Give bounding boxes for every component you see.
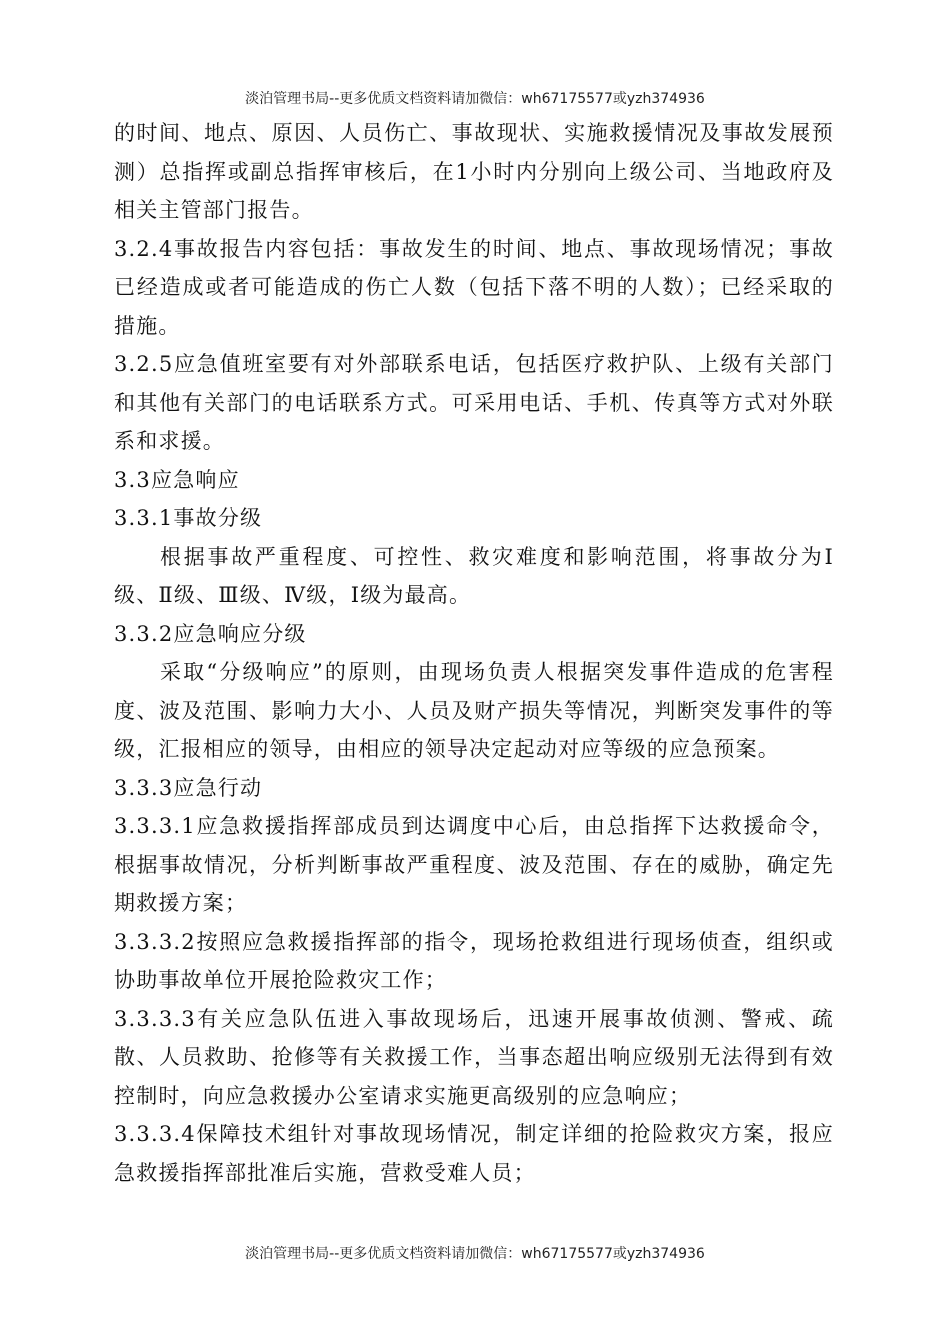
paragraph-continuation: 的时间、地点、原因、人员伤亡、事故现状、实施救援情况及事故发展预测）总指挥或副总指挥审核后，在1小时内分别向上级公司、当地政府及相关主管部门报告。 [114, 121, 834, 222]
paragraph-accident-grading: 根据事故严重程度、可控性、救灾难度和影响范围，将事故分为Ⅰ级、Ⅱ级、Ⅲ级、Ⅳ级，Ⅰ级为最高。 [114, 544, 834, 607]
paragraph-3-3-3-4: 3.3.3.4保障技术组针对事故现场情况，制定详细的抢险救灾方案，报应急救援指挥部批准后实施，营救受难人员； [114, 1122, 834, 1185]
document-body [114, 114, 834, 1192]
paragraph-3-3-3-2: 3.3.3.2按照应急救援指挥部的指令，现场抢救组进行现场侦查，组织或协助事故单位开展抢险救灾工作； [114, 929, 834, 992]
paragraph-3-2-4: 3.2.4事故报告内容包括：事故发生的时间、地点、事故现场情况；事故已经造成或者可能造成的伤亡人数（包括下落不明的人数）；已经采取的措施。 [114, 236, 834, 338]
paragraph-3-2-5: 3.2.5应急值班室要有对外部联系电话，包括医疗救护队、上级有关部门和其他有关部门的电话联系方式。可采用电话、手机、传真等方式对外联系和求援。 [114, 352, 834, 453]
paragraph-3-3-3-3: 3.3.3.3有关应急队伍进入事故现场后，迅速开展事故侦测、警戒、疏散、人员救助、抢修等有关救援工作，当事态超出响应级别无法得到有效控制时，向应急救援办公室请求实施更高级别的应急响应； [114, 1006, 834, 1108]
heading-3-3: 3.3应急响应 [114, 467, 240, 492]
heading-3-3-2: 3.3.2应急响应分级 [114, 621, 307, 646]
paragraph-3-3-3-1: 3.3.3.1应急救援指挥部成员到达调度中心后，由总指挥下达救援命令，根据事故情况，分析判断事故严重程度、波及范围、存在的威胁，确定先期救援方案； [114, 814, 834, 915]
page-header: 淡泊管理书局--更多优质文档资料请加微信：wh67175577或yzh374936 [245, 91, 705, 107]
paragraph-response-grading: 采取“分级响应”的原则，由现场负责人根据突发事件造成的危害程度、波及范围、影响力大小、人员及财产损失等情况，判断突发事件的等级，汇报相应的领导，由相应的领导决定起动对应等级的应急预案。 [114, 660, 834, 761]
page-footer: 淡泊管理书局--更多优质文档资料请加微信：wh67175577或yzh374936 [245, 1246, 705, 1262]
heading-3-3-1: 3.3.1事故分级 [114, 506, 263, 530]
heading-3-3-3: 3.3.3应急行动 [114, 775, 263, 800]
